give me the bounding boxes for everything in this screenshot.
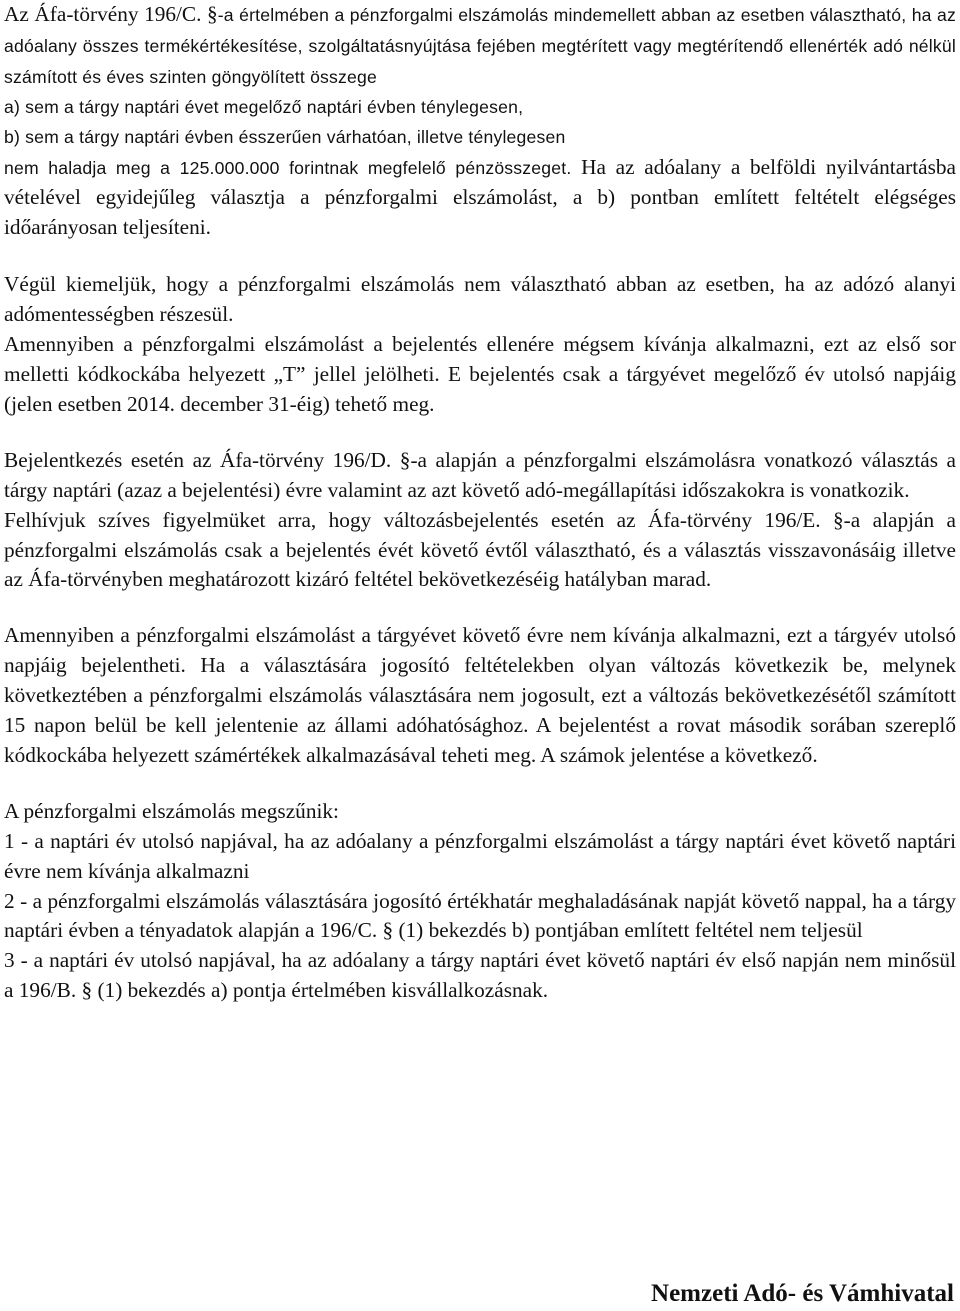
paragraph-exemption: Végül kiemeljük, hogy a pénzforgalmi elszámolás nem választható abban az esetben, ha az adózó alanyi adómentességben részesül. xyxy=(4,272,956,327)
paragraph-registration: Bejelentkezés esetén az Áfa-törvény 196/D. §-a alapján a pénzforgalmi elszámolásra vonatkozó választás a tárgy naptári (azaz a bejelentési) évre valamint az azt követő adó-megállapítási időszakokra is vonatkozik. xyxy=(4,447,956,502)
spacer xyxy=(4,243,956,270)
termination-item-2: 2 - a pénzforgalmi elszámolás választására jogosító értékhatár meghaladásának napját követő nappal, ha a tárgy naptári évben a tényadatok alapján a 196/C. § (1) bekezdés b) pontjában említett feltétel nem teljesül xyxy=(4,888,956,943)
intro-lead-sans: -a értelmében a pénzforgalmi elszámolás mindemellett abban az esetben választható, ha az adóalany összes termékértékesítése, szolgáltatásnyújtása fejében megtérített vagy megtérítendő ellenérték adó nélkül számított és éves szinten göngyölített összege xyxy=(4,5,956,87)
intro-item-a: a) sem a tárgy naptári évet megelőző naptári évben ténylegesen, xyxy=(4,96,524,117)
intro-item-b: b) sem a tárgy naptári évben ésszerűen várhatóan, illetve ténylegesen xyxy=(4,126,566,147)
document-body xyxy=(4,0,956,1006)
signature-authority: Nemzeti Adó- és Vámhivatal xyxy=(651,1280,954,1307)
spacer xyxy=(4,595,956,621)
intro-lead-serif: Az Áfa-törvény 196/C. § xyxy=(4,2,218,26)
paragraph-withdrawal: Amennyiben a pénzforgalmi elszámolást a bejelentés ellenére mégsem kívánja alkalmazni, ezt az első sor melletti kódkockába helyezett „T” jellel jelölheti. E bejelentés csak a tárgyévet megelőző év utolsó napjáig (jelen esetben 2014. december 31-éig) tehető meg. xyxy=(4,332,956,416)
spacer xyxy=(4,420,956,446)
intro-conclusion xyxy=(4,153,956,244)
termination-heading: A pénzforgalmi elszámolás megszűnik: xyxy=(4,798,339,823)
intro-item-end-sans: nem haladja meg a 125.000.000 forintnak megfelelő pénzösszeget. xyxy=(4,157,572,178)
intro-item-end-serif: Ha az adóalany a belföldi nyilvántartásba vételével egyidejűleg választja a pénzforgalmi elszámolást, a b) pontban említett feltételt elégséges időarányosan teljesíteni. xyxy=(4,154,957,240)
spacer xyxy=(4,771,956,797)
paragraph-change-notice: Felhívjuk szíves figyelmüket arra, hogy változásbejelentés esetén az Áfa-törvény 196/E. §-a alapján a pénzforgalmi elszámolás csak a bejelentés évét követő évtől választható, és a választás visszavonásáig illetve az Áfa-törvényben meghatározott kizáró feltétel bekövetkezéséig hatályban marad. xyxy=(4,507,956,592)
paragraph-discontinuation: Amennyiben a pénzforgalmi elszámolást a tárgyévet követő évre nem kívánja alkalmazni, ezt a tárgyév utolsó napjáig bejelentheti. Ha a választására jogosító feltételekben olyan változás következik be, melynek következtében a pénzforgalmi elszámolás választására nem jogosult, ezt a változás bekövetkezésétől számított 15 napon belül be kell jelentenie az állami adóhatósághoz. A bejelentést a rovat második sorában szereplő kódkockába helyezett számértékek alkalmazásával teheti meg. A számok jelentése a következő. xyxy=(4,623,956,767)
termination-item-3: 3 - a naptári év utolsó napjával, ha az adóalany a tárgy naptári évet követő naptári év első napján nem minősül a 196/B. § (1) bekezdés a) pontja értelmében kisvállalkozásnak. xyxy=(4,948,956,1003)
intro-paragraph xyxy=(4,0,956,93)
termination-item-1: 1 - a naptári év utolsó napjával, ha az adóalany a pénzforgalmi elszámolást a tárgy naptári évet követő naptári évre nem kívánja alkalmazni xyxy=(4,828,956,883)
